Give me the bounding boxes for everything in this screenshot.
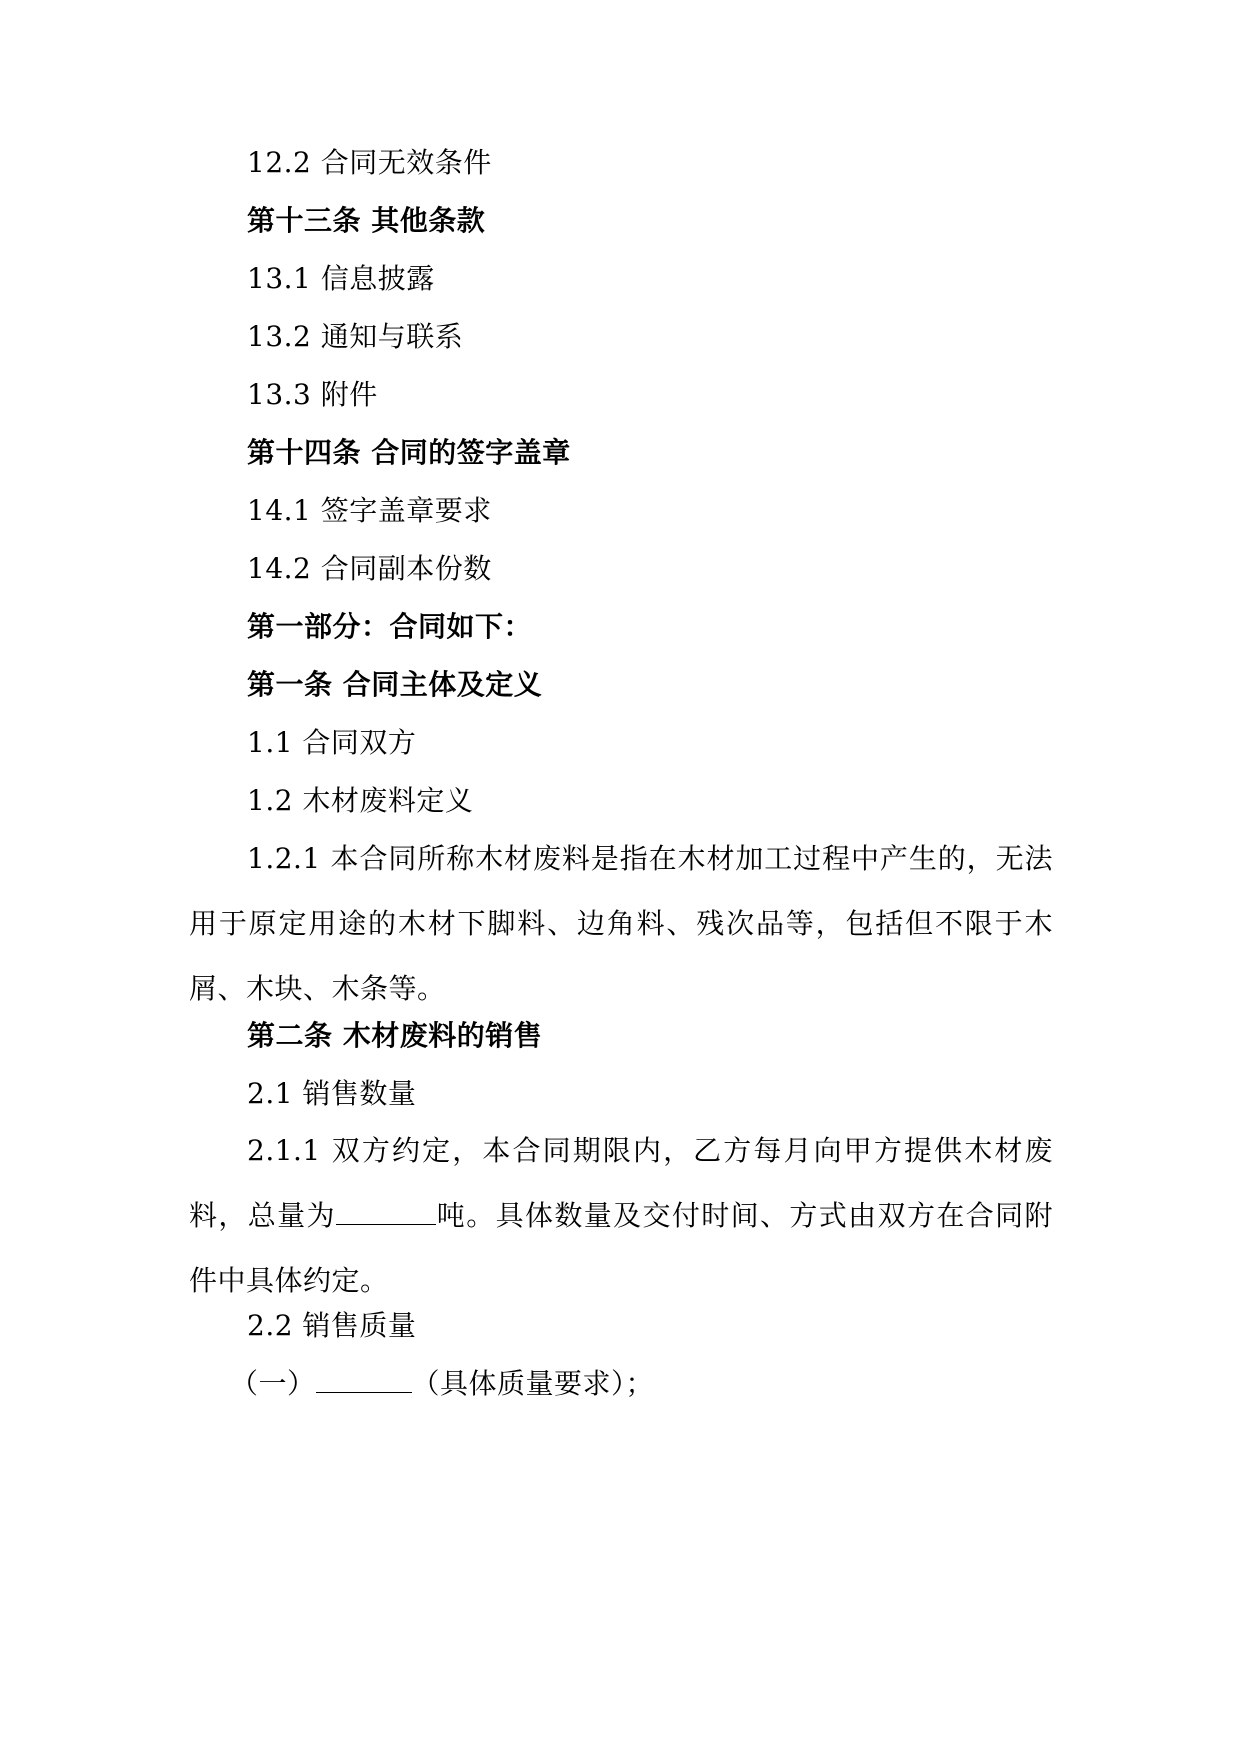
quality-item-prefix: （一）	[230, 1367, 316, 1400]
article-2-heading: 第二条 木材废料的销售	[247, 1019, 543, 1052]
quality-blank	[316, 1392, 412, 1393]
clause-13-2: 13.2 通知与联系	[247, 320, 464, 353]
quality-item-1	[230, 1366, 654, 1402]
clause-1-2-1-paragraph: 1.2.1 本合同所称木材废料是指在木材加工过程中产生的，无法用于原定用途的木材下脚料、边角料、残次品等，包括但不限于木屑、木块、木条等。	[189, 842, 1053, 1005]
clause-1-1: 1.1 合同双方	[247, 726, 417, 759]
clause-2-1-1-text-after: 吨。具体数量及交付时间、方式由双方在合同附件中具体约定。	[189, 1199, 1053, 1297]
article-14-heading: 第十四条 合同的签字盖章	[247, 436, 571, 469]
clause-2-1-1-text-before: 2.1.1 双方约定，本合同期限内，乙方每月向甲方提供木材废料，总量为	[189, 1134, 1053, 1232]
clause-12-2: 12.2 合同无效条件	[247, 146, 492, 179]
clause-2-2: 2.2 销售质量	[247, 1309, 417, 1342]
clause-2-1-1-paragraph	[189, 1118, 1053, 1313]
clause-14-2: 14.2 合同副本份数	[247, 552, 492, 585]
article-13-heading: 第十三条 其他条款	[247, 204, 486, 237]
clause-1-2: 1.2 木材废料定义	[247, 784, 474, 817]
quantity-blank	[336, 1224, 436, 1225]
clause-13-1: 13.1 信息披露	[247, 262, 435, 295]
clause-13-3: 13.3 附件	[247, 378, 378, 411]
part-one-heading: 第一部分：合同如下：	[247, 610, 533, 643]
article-1-heading: 第一条 合同主体及定义	[247, 668, 543, 701]
clause-14-1: 14.1 签字盖章要求	[247, 494, 492, 527]
clause-2-1: 2.1 销售数量	[247, 1077, 417, 1110]
quality-item-suffix: （具体质量要求）；	[411, 1367, 655, 1400]
